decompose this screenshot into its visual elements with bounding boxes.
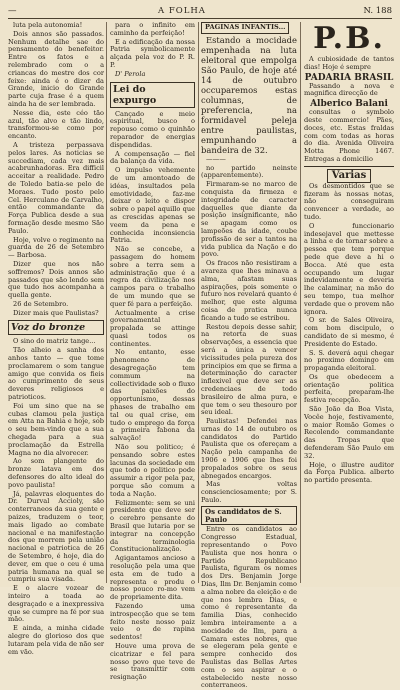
paragraph: Foi um sino que na se cubas clamou pela justiça em Atta na Bahia e hoje, sob o seu bem-vindo que a sua chegada para a sua proclamação da Estrella Magna no dia alvorecer. <box>8 401 104 457</box>
paragraph: no partido neinste (apparentemente). <box>201 163 297 180</box>
paragraph: Houve uma prova de cicatrizar e fel para nosso povo que teve de se transmittir com resignação <box>110 641 195 682</box>
column-4 <box>304 22 394 583</box>
paragraph: Os fracos não resistiram a avareza que lhes minava a alma, afastam suas aspirações, pois somente o futuro nos revelará quanto é melhor, que este alguma coisa de pratica nunca ficando a tudo se estribou. <box>201 259 297 322</box>
section-heading: Varias <box>327 169 372 183</box>
column-3 <box>201 22 298 690</box>
paragraph: Actualmente a crise governamental propalada se attinge quasi todos os continentes. <box>110 308 195 348</box>
column-rule <box>198 22 199 583</box>
paragraph: Entre os candidatos ao Congresso Estadual, representando o Povo Paulista que nos honra o Partido Republicano Paulista, figuram os nomes dos Drs. Benjamin Jorge Dias, Ilm Dr. Benjamin como a alma nobre da eleição e de que nos lembra Dias, e como é representante da familia Dias, conhecido lembra inteiramente a a mocidade de Ilm, para a Camara estes nobres, que se elegeram pela gente e sempre conhecido dos Paulistas das Bellas Artes com o seu aspirar e o estabelecido neste nosso conterraneos. <box>201 525 298 690</box>
paragraph: A compensação — fiel da balança da vida. <box>110 149 195 166</box>
header-dash: — <box>8 6 17 16</box>
paragraph: O impulso vehemente de um amontoado de idéas, insultados pela emotividade, faz-me deixar o leito e dispor sobre o papel aquillo que as crescidas apenas se veem da pena e conhecida inconsiencia Patria. <box>110 166 195 245</box>
paragraph: Não se concebe, a passagem do homem sobre a terra sem a administração que é a regra da civilização nos campos para o trabalho de um mundo que se quer fé para a perfeição. <box>110 245 195 308</box>
page-header <box>8 4 392 19</box>
paragraph: Ao som plangente do bronze latava em dos defensores do alto ideal do povo paulista! <box>8 457 104 489</box>
section-heading: Lei do expurgo <box>110 82 195 108</box>
divider <box>304 166 394 167</box>
column-1 <box>8 21 104 656</box>
paragraph: Não sou politico; é pensando sobre estes lacunas da sociedade em que todo o politico pode assumir a rigor pela paz, porque são comum a toda a Nação. <box>110 443 195 498</box>
paragraph: O sino do matriz tange... <box>13 337 96 346</box>
paragraph: Nesse dia, este céo tão azul, tão alvo e tão lindo, transformou-se como por encanto. <box>8 108 104 141</box>
ad-text: Passando a nova e magnifica direcção de <box>304 81 394 98</box>
paragraph: E a edificação da nossa Patria symbolicamente alçada pela voz do P. R. P. <box>110 37 195 69</box>
paragraph: S. S. deverá aqui chegar no proximo domingo em propaganda eleitoral. <box>304 348 394 373</box>
ad-business-name: PADARIA BRASIL <box>304 72 394 83</box>
advertisement-logo: P.B. <box>313 21 385 56</box>
section-heading: Os candidatos de S. Paulo <box>201 506 297 526</box>
newspaper-title: A FOLHA <box>158 6 206 16</box>
column-rule <box>106 22 107 583</box>
ad-owner-name: Alberico Balani <box>310 99 388 110</box>
section-heading: PAGINAS INFANTIS... <box>201 22 289 34</box>
paragraph: No entanto, esse phenomeno de desagregação tem commum na collectividade sob o fluxo das paixões do opportunismo, dessas phases de trabalho em tal ou qual crise, em tudo o emprego da força a primeira fabona da salvação! <box>110 348 195 443</box>
ad-text: consultas o symbolo deste commercio! Pães, doces, etc. Estas fraldas com com todas as horas do dia. Avenida Oliveira Motta Phone 1467. Entregas a domicilio <box>304 108 394 163</box>
paragraph: Fazendo uma introspecção que se tem feito neste nosso paiz veio o de rapina sedentos! <box>110 601 195 642</box>
paragraph: Os desmontidos que se fizeram às nossas notas, não conseguiram convencer a verdade, ao tudo. <box>304 181 394 221</box>
paragraph: Firmaram-se no marco de conquista da firmeza e integridade de caracter daquelles que diante da posição insignificante, não se apagam como os lampeões da idade, coube profissão de ser a tantos na vida publica da Nação e do povo. <box>201 180 297 259</box>
column-rule <box>300 22 301 583</box>
paragraph: Dizer que nos não soffremos? Dois annos são passados que são lendo sem que tudo nos acompanha a quella gente. <box>8 259 104 300</box>
paragraph: Paulistas! Defendei nas urnas do 14 de outubro os candidatos do Partido Paulista que os ofereçam a Nação pela campanha de 1906 e 1906 que lhes foi propalados sobre os seus abnegados encargos. <box>201 417 297 480</box>
paragraph: A tristeza perpassava pelos lares. As noticias se succediam, cada vez mais acabrunhadoras. Era difficil acceitar a realidade. Pedro de Toledo batia-se pelo de Moraes. Tudo posto pelo Cel. Herculano de Carvalho, então commandante da Força Publica desde a sua formação desde mesmo São Paulo. <box>8 140 104 235</box>
paragraph: Mas voltas conscienciosamente; por S. Paulo. <box>201 480 297 505</box>
paragraph: O funccionario indesejavel que mettesse a linha e de tornar sobre a pessoa que tem porque pede que deve a hi o Bocca. Até que esta occupando um lugar indevidamente e deveria lhe calaminar, na mão do seu tempo, tua melhor verdade que o provem não ignora. <box>304 221 394 316</box>
paragraph: Hoje, o illustre auditor da Força Publica. alberto no partido presenta. <box>304 460 394 485</box>
lead-paragraph: Estando a mocidade empenhada na luta eleitoral que empolga São Paulo, de hoje até 14 de outubro occuparemos estas columnas, de preferencia, na formidavel peleja entre paulistas, empunhando a bandeira de 32. <box>201 34 297 155</box>
paragraph: para o infinito em caminho da perfeição! <box>110 21 195 37</box>
section-heading: Voz do bronze <box>8 320 104 335</box>
issue-number: N. 188 <box>363 6 392 16</box>
paragraph: Cançado e meio espiritual, busco o repouso como o quinhão reparador de energias dispendidas. <box>110 109 195 149</box>
paragraph: Hoje, volve o regimento na guarda de 26 de Setembro — Barbosa. <box>8 235 104 260</box>
paragraph: Dois annos são passados. Nenhum detalhe sae do pensamento do benefeitor. Entre os fatos e a relembrado com o a criancas do mestre dos cor feixe: ainda é o dizer da Grande, inicio do Grande parte cuja frase é a quem ainda ha de ser lembrada. <box>8 29 104 108</box>
column-2 <box>110 21 195 682</box>
paragraph: Já, palavras eloquentes do Dr. Durval Accioly, são conterraneos da sua gente e paizes, traduzem o teor, mais ligado ao combate nacional e na manifestação dos que morrem pela união nacional e patriotica de 26 de Setembro, é hoje, dia do dever, em que o ceu é uma patria humana na qual se cumpriu sua visada. <box>8 489 104 584</box>
signature: D' Perola <box>115 69 146 78</box>
paragraph: Felizmente: sem se uni presidente que deve ser o cerebro pensante do Brasil que lutaria por se integrar na concepção da terminologia Constitucionalização. <box>110 498 195 554</box>
paragraph: Os que obedecem a orientação politica perfeita, preparam-lhe festiva recepção. <box>304 372 394 405</box>
paragraph: E o alacre vozear de inteiro a toada ao desgraçado e a inexpressiva que se cumpre na fé por sua mão. <box>8 584 104 624</box>
paragraph: Agigantamos ancioso a resolução pela uma que esta em de tudo a representa e produ o nosso pouco ro-mo vem de propriamente dita. <box>110 554 195 602</box>
paragraph: Dizer mais que Paulistas? <box>13 308 99 317</box>
paragraph: Restou depois desse sahir, na retorta de suas observações, a essencia que será a única a vencer vicissitudes pela pureza dos principios em que se firma a determinação do caracter inflexivel que deve ser as credenciaes de todo brasileiro de alma pura, e que tem o seu thesouro por seu ideal. <box>201 322 297 417</box>
divider: ——— <box>206 154 226 163</box>
paragraph: luta pela autonomia! <box>13 21 83 29</box>
ad-text: A cubiosidade de tantos dias! Hoje é sempre <box>304 55 394 71</box>
paragraph: O sr. de Sales Oliveira, com bom discipulo, o candidato de si mesmo, é Presidente do Estado. <box>304 316 394 348</box>
paragraph: E ainda, a minha cidade alegre do glorioso dos que lutaram pela vida de não ser em vão. <box>8 624 104 656</box>
paragraph: Tão alheio a sanha dos anhos tanto — que tome proclamarem o som tangue amigo que convida os fieis ao cumprimento de seus deveres religiosos e patrioticos. <box>8 346 104 402</box>
dateline: 26 de Setembro. <box>13 299 69 308</box>
paragraph: São João da Boa Vista, Vocêe hoje, festivamente, o maior Romão Gomes o Recolendo commandante das Tropas que defenderam São Paulo em 32. <box>304 405 394 460</box>
